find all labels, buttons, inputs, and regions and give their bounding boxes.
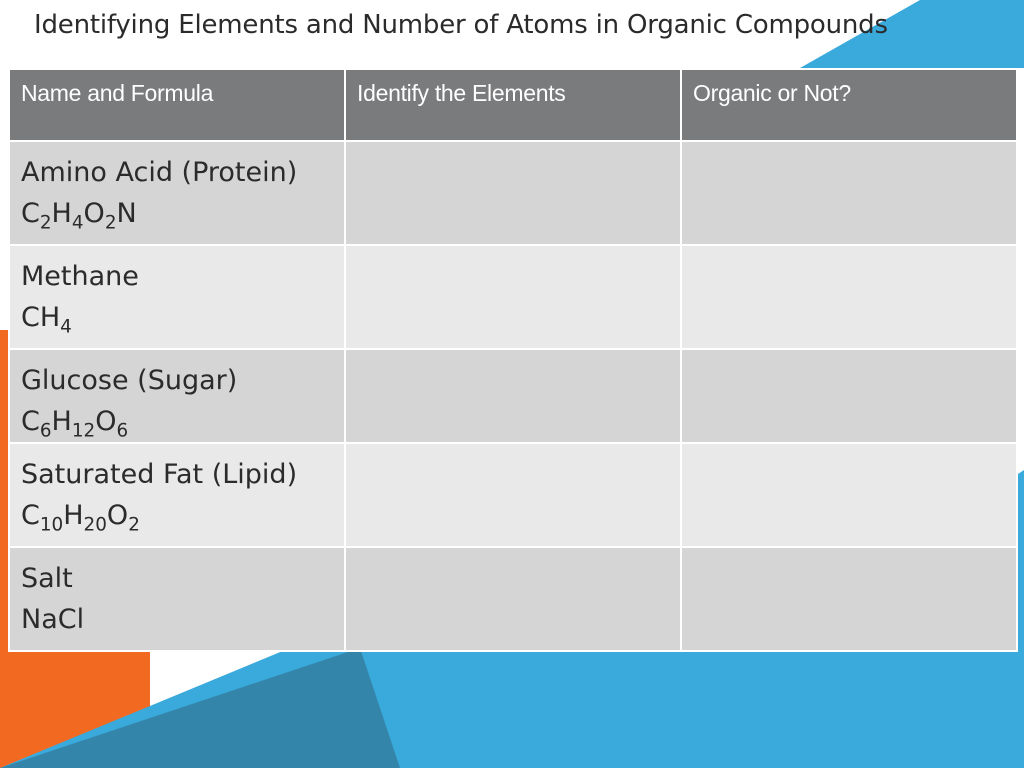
table-row (9, 547, 1017, 651)
formula-element-symbol: NaCl (21, 604, 85, 635)
compound-cell (9, 547, 345, 651)
compound-formula (21, 599, 344, 640)
formula-element-symbol: O (83, 198, 105, 229)
formula-subscript: 20 (83, 514, 107, 536)
formula-element-symbol: C (21, 406, 40, 437)
formula-subscript: 4 (60, 316, 72, 338)
formula-subscript: 4 (71, 212, 84, 234)
formula-element-symbol: O (106, 500, 129, 531)
compound-name: Saturated Fat (Lipid) (21, 459, 298, 490)
elements-answer-cell[interactable] (345, 443, 681, 547)
compound-cell (9, 349, 345, 443)
compound-formula (21, 401, 344, 442)
formula-element-symbol: O (95, 406, 117, 437)
organic-answer-cell[interactable] (681, 141, 1017, 245)
table-header-row (9, 69, 1017, 141)
organic-answer-cell[interactable] (681, 547, 1017, 651)
formula-element-symbol: H (63, 500, 84, 531)
organic-answer-cell[interactable] (681, 245, 1017, 349)
elements-answer-cell[interactable] (345, 141, 681, 245)
formula-subscript: 2 (39, 212, 52, 234)
header-identify-elements: Identify the Elements (345, 69, 681, 141)
compounds-table (8, 68, 1018, 652)
elements-answer-cell[interactable] (345, 245, 681, 349)
formula-element-symbol: H (51, 406, 72, 437)
table-row (9, 245, 1017, 349)
formula-subscript: 10 (39, 514, 64, 536)
table-row (9, 141, 1017, 245)
formula-subscript: 2 (128, 514, 140, 536)
compound-cell (9, 141, 345, 245)
compound-formula (21, 297, 344, 338)
compound-name: Glucose (Sugar) (21, 365, 238, 396)
compound-cell (9, 245, 345, 349)
elements-answer-cell[interactable] (345, 349, 681, 443)
elements-answer-cell[interactable] (345, 547, 681, 651)
formula-element-symbol: H (51, 198, 72, 229)
compound-name: Amino Acid (Protein) (21, 157, 298, 188)
header-name-and-formula: Name and Formula (9, 69, 345, 141)
formula-element-symbol: N (116, 198, 137, 229)
compound-name: Methane (21, 261, 139, 292)
compound-formula (21, 193, 344, 234)
table-row (9, 349, 1017, 443)
organic-answer-cell[interactable] (681, 443, 1017, 547)
header-organic-or-not: Organic or Not? (681, 69, 1017, 141)
compound-formula (21, 495, 344, 536)
formula-element-symbol: C (21, 500, 40, 531)
slide-title: Identifying Elements and Number of Atoms in Organic Compounds (34, 10, 888, 40)
compound-cell (9, 443, 345, 547)
formula-subscript: 2 (104, 212, 117, 234)
formula-subscript: 6 (39, 420, 52, 442)
table-row (9, 443, 1017, 547)
compound-name: Salt (21, 563, 73, 594)
organic-answer-cell[interactable] (681, 349, 1017, 443)
formula-element-symbol: CH (21, 302, 61, 333)
formula-subscript: 6 (116, 420, 129, 442)
formula-element-symbol: C (21, 198, 40, 229)
formula-subscript: 12 (71, 420, 96, 442)
